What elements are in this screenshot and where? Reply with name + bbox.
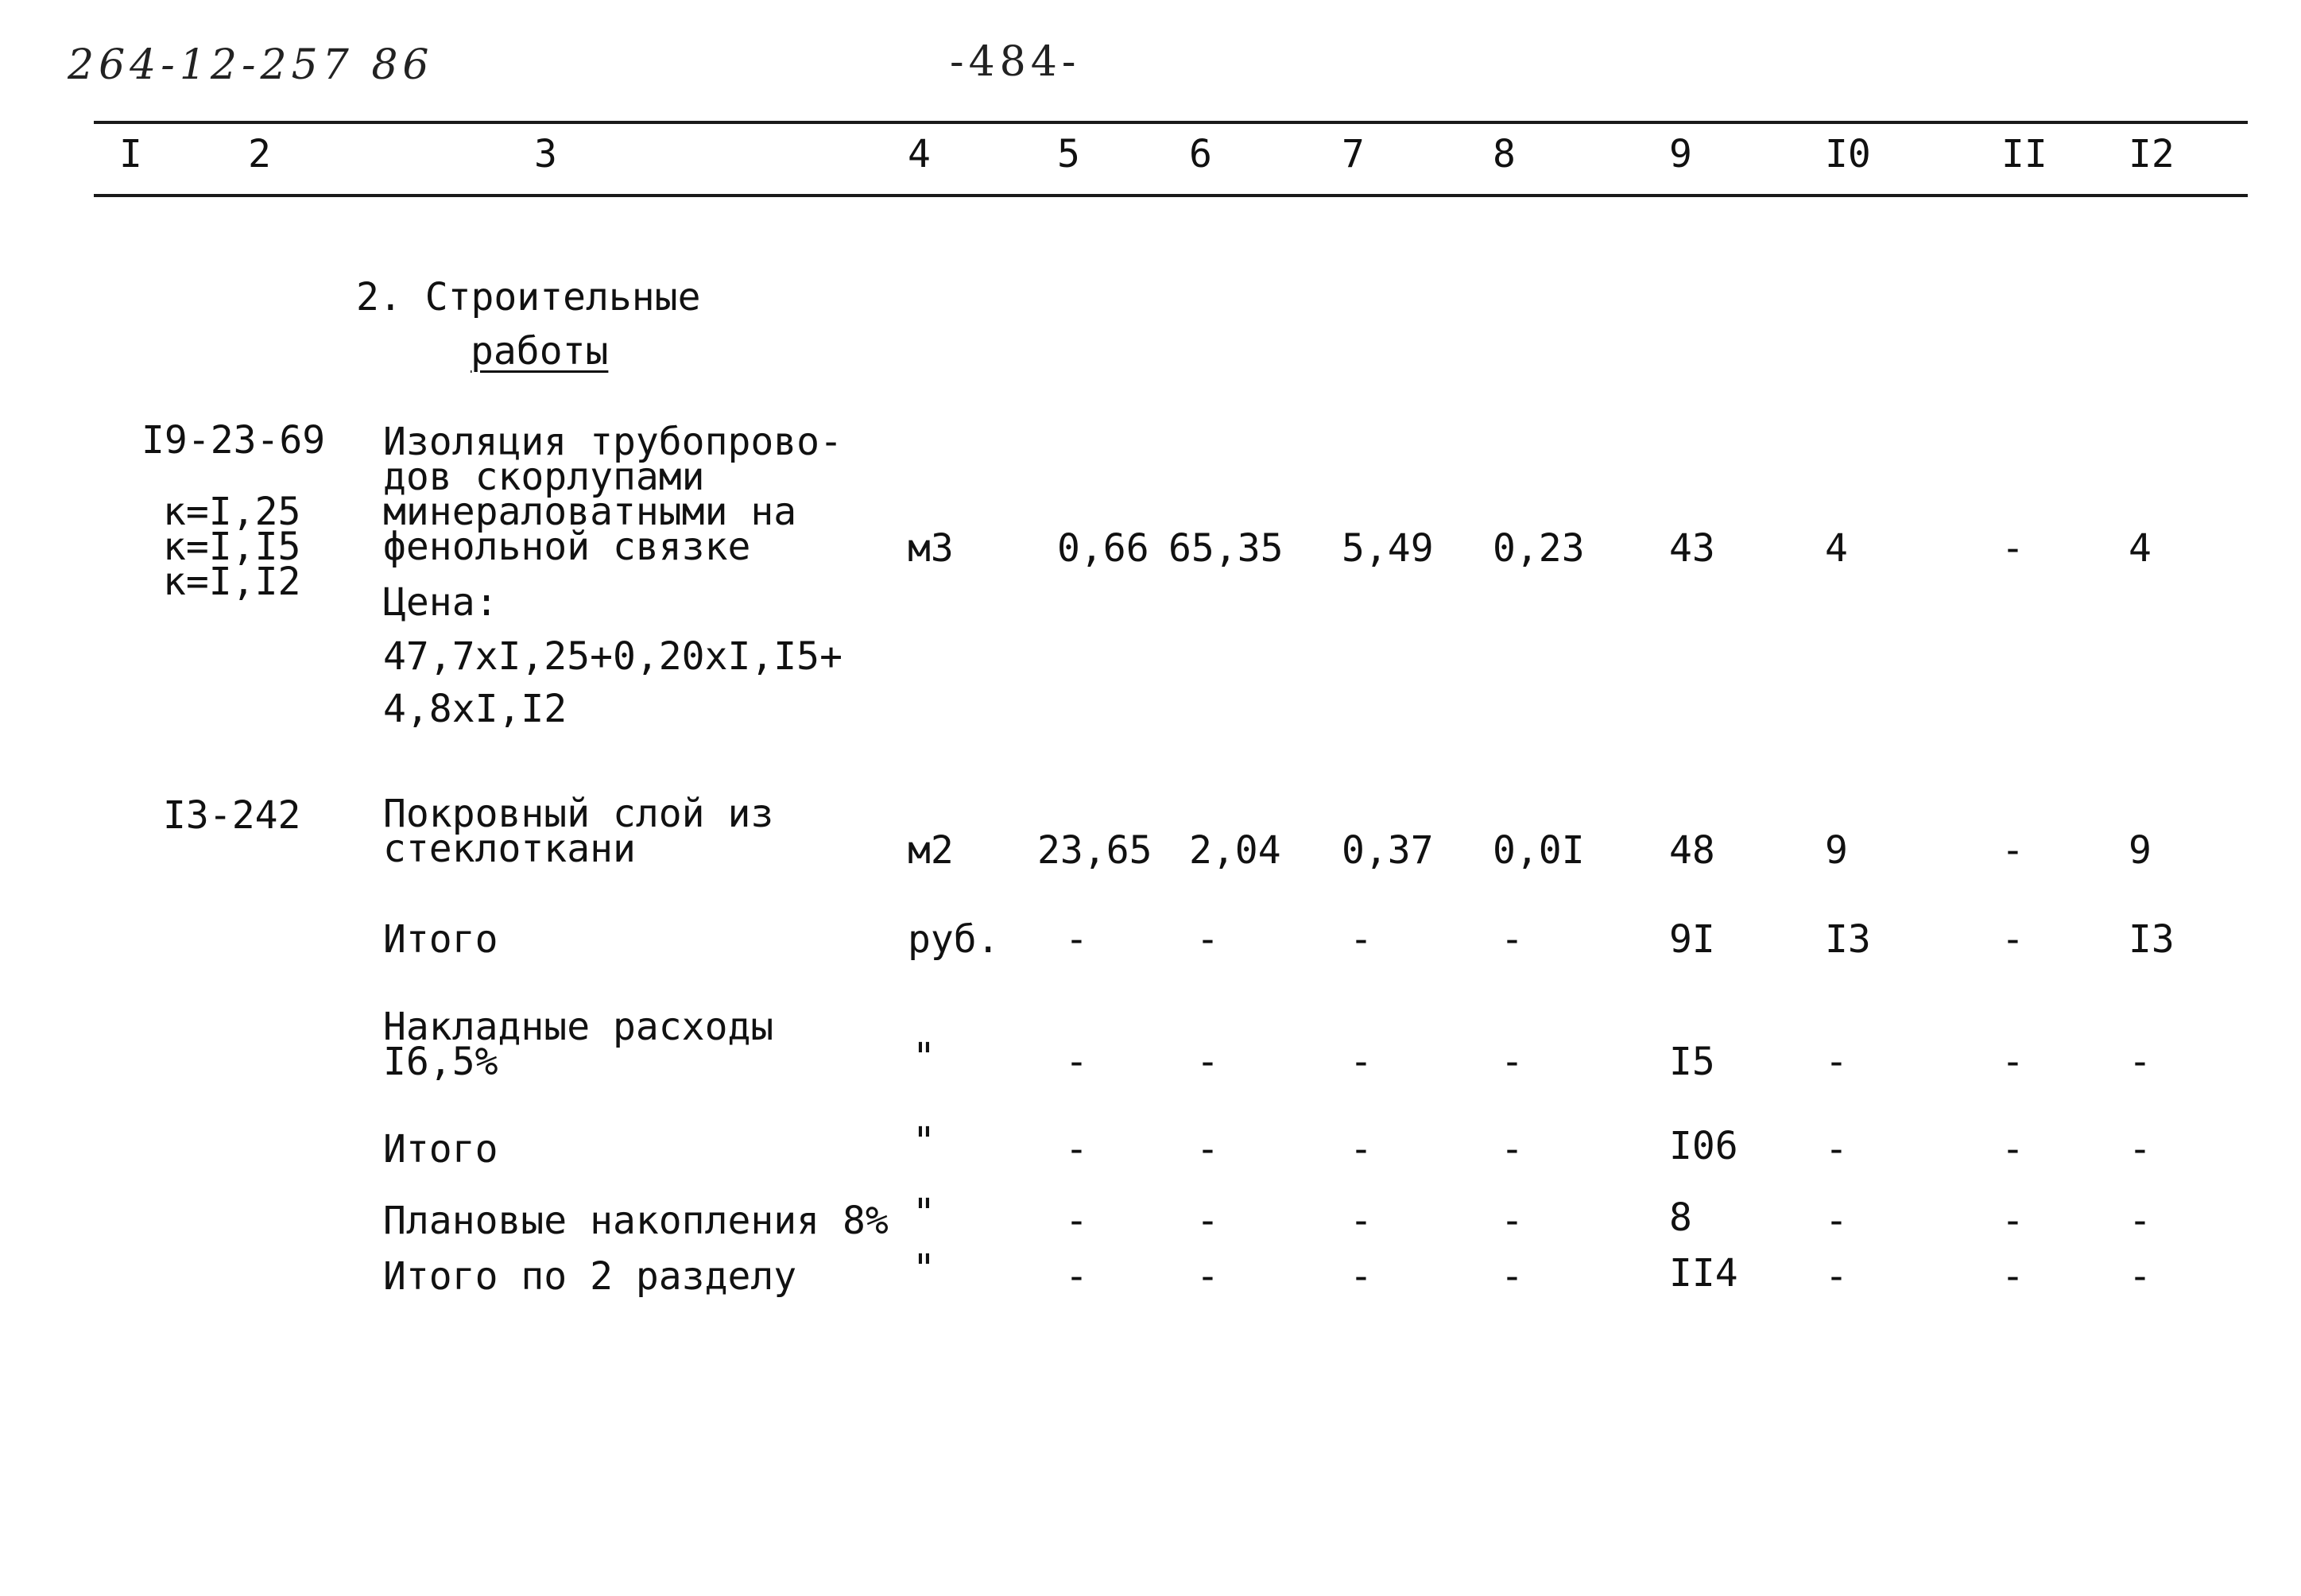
total-row-2-unit: " — [912, 1035, 936, 1079]
total-row-5-col6: - — [1196, 1254, 1219, 1299]
item1-coef-3: к=I,I2 — [163, 560, 301, 604]
col-header-11: II — [2001, 132, 2047, 176]
total-row-5-col5: - — [1065, 1254, 1088, 1299]
total-row-2-label-1: Накладные расходы — [383, 1005, 774, 1049]
col-header-6: 6 — [1189, 132, 1212, 176]
total-row-4-col10: - — [1825, 1199, 1848, 1243]
total-row-1-col7: - — [1350, 917, 1373, 962]
item2-col7: 0,37 — [1342, 828, 1434, 873]
total-row-1-col11: - — [2001, 917, 2024, 962]
page-number: -484- — [950, 38, 1081, 86]
total-row-3-col8: - — [1501, 1127, 1524, 1172]
total-row-4-unit: " — [912, 1191, 936, 1235]
total-row-3-col5: - — [1065, 1127, 1088, 1172]
total-row-4-col5: - — [1065, 1199, 1088, 1243]
item1-coef-1: к=I,25 — [163, 490, 301, 534]
col-header-10: I0 — [1825, 132, 1871, 176]
item1-desc-2: дов скорлупами — [383, 455, 705, 499]
item1-price-label: Цена: — [383, 580, 498, 625]
total-row-4-col12: - — [2129, 1199, 2152, 1243]
item2-col11: - — [2001, 828, 2024, 873]
total-row-1-col5: - — [1065, 917, 1088, 962]
total-row-2-col8: - — [1501, 1040, 1524, 1084]
item2-col10: 9 — [1825, 828, 1848, 873]
item2-unit: м2 — [908, 828, 954, 873]
item1-col8: 0,23 — [1493, 526, 1585, 571]
total-row-5-unit: " — [912, 1246, 936, 1291]
total-row-5-col10: - — [1825, 1254, 1848, 1299]
section-title-line1: 2. Строительные — [356, 275, 701, 320]
item1-col11: - — [2001, 526, 2024, 571]
total-row-2-col7: - — [1350, 1040, 1373, 1084]
col-header-2: 2 — [248, 132, 271, 176]
total-row-2-label-2: I6,5% — [383, 1040, 498, 1084]
item2-col12: 9 — [2129, 828, 2152, 873]
col-header-4: 4 — [908, 132, 931, 176]
total-row-4-col11: - — [2001, 1199, 2024, 1243]
document-code: 264-12-257 86 — [68, 41, 434, 89]
item1-coef-2: к=I,I5 — [163, 525, 301, 569]
item2-col9: 48 — [1669, 828, 1715, 873]
item1-col12: 4 — [2129, 526, 2152, 571]
col-header-9: 9 — [1669, 132, 1692, 176]
item1-desc-3: минераловатными на — [383, 490, 797, 534]
total-row-4-col8: - — [1501, 1199, 1524, 1243]
total-row-5-label: Итого по 2 разделу — [383, 1254, 797, 1299]
header-rule-top — [94, 121, 2248, 124]
total-row-3-col12: - — [2129, 1127, 2152, 1172]
item2-col6: 2,04 — [1189, 828, 1281, 873]
item2-code: I3-242 — [163, 793, 301, 838]
col-header-1: I — [119, 132, 142, 176]
total-row-4-col6: - — [1196, 1199, 1219, 1243]
item1-col9: 43 — [1669, 526, 1715, 571]
section-title-line2: работы — [471, 329, 609, 374]
item1-code: I9-23-69 — [141, 418, 326, 463]
total-row-5-col12: - — [2129, 1254, 2152, 1299]
total-row-1-col6: - — [1196, 917, 1219, 962]
total-row-5-col11: - — [2001, 1254, 2024, 1299]
item1-col10: 4 — [1825, 526, 1848, 571]
total-row-3-col10: - — [1825, 1127, 1848, 1172]
total-row-2-col9: I5 — [1669, 1040, 1715, 1084]
item1-price-line-2: 4,8xI,I2 — [383, 687, 568, 731]
total-row-4-col7: - — [1350, 1199, 1373, 1243]
col-header-7: 7 — [1342, 132, 1365, 176]
col-header-12: I2 — [2129, 132, 2175, 176]
item2-desc-2: стеклоткани — [383, 827, 636, 871]
total-row-2-col6: - — [1196, 1040, 1219, 1084]
total-row-2-col12: - — [2129, 1040, 2152, 1084]
item2-col8: 0,0I — [1493, 828, 1585, 873]
total-row-5-col8: - — [1501, 1254, 1524, 1299]
item1-unit: м3 — [908, 526, 954, 571]
col-header-5: 5 — [1057, 132, 1080, 176]
total-row-3-col7: - — [1350, 1127, 1373, 1172]
section-title — [356, 277, 700, 318]
total-row-1-col8: - — [1501, 917, 1524, 962]
col-header-3: 3 — [534, 132, 557, 176]
item1-col6: 65,35 — [1168, 526, 1284, 571]
total-row-5-col9: II4 — [1669, 1251, 1738, 1296]
total-row-3-col9: I06 — [1669, 1124, 1738, 1168]
total-row-3-unit: " — [912, 1119, 936, 1164]
total-row-1-col12: I3 — [2129, 917, 2175, 962]
item1-col5: 0,66 — [1057, 526, 1149, 571]
total-row-5-col7: - — [1350, 1254, 1373, 1299]
item1-desc-4: фенольной связке — [383, 525, 751, 569]
item1-col7: 5,49 — [1342, 526, 1434, 571]
total-row-2-col5: - — [1065, 1040, 1088, 1084]
total-row-2-col10: - — [1825, 1040, 1848, 1084]
total-row-1-unit: руб. — [908, 917, 1000, 962]
col-header-8: 8 — [1493, 132, 1516, 176]
total-row-2-col11: - — [2001, 1040, 2024, 1084]
item1-price-line-1: 47,7xI,25+0,20xI,I5+ — [383, 634, 843, 679]
item2-desc-1: Покровный слой из — [383, 792, 774, 836]
total-row-3-col11: - — [2001, 1127, 2024, 1172]
item2-col5: 23,65 — [1037, 828, 1152, 873]
item1-desc-1: Изоляция трубопрово- — [383, 420, 843, 464]
total-row-4-col9: 8 — [1669, 1195, 1692, 1240]
header-rule-bottom — [94, 194, 2248, 197]
total-row-3-col6: - — [1196, 1127, 1219, 1172]
total-row-1-col9: 9I — [1669, 917, 1715, 962]
total-row-3-label: Итого — [383, 1127, 498, 1172]
total-row-4-label: Плановые накопления 8% — [383, 1199, 889, 1243]
total-row-1-label: Итого — [383, 917, 498, 962]
total-row-1-col10: I3 — [1825, 917, 1871, 962]
